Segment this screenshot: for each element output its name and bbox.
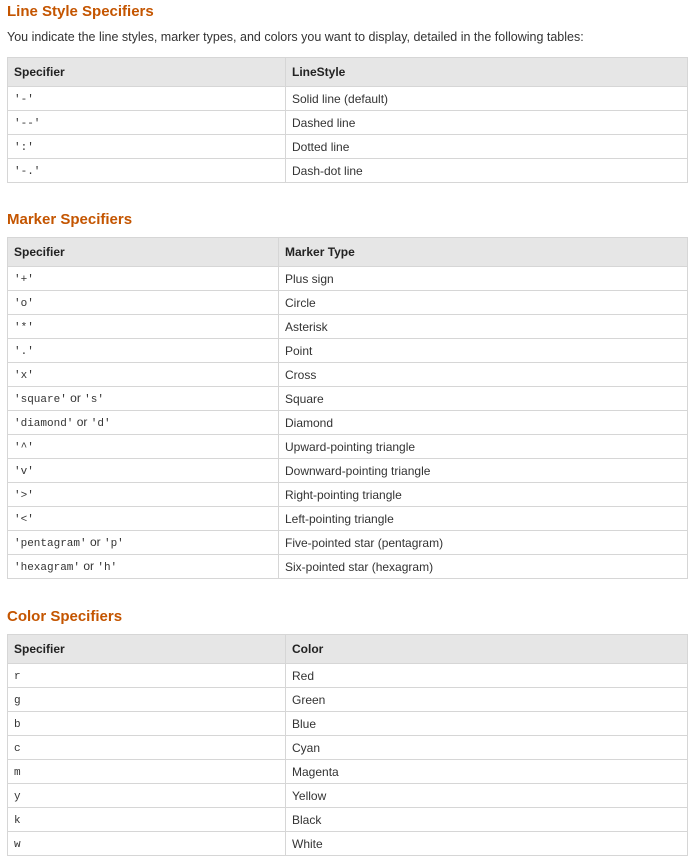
specifier-code: g [14, 695, 21, 707]
description-cell: Five-pointed star (pentagram) [279, 531, 688, 555]
table-row [8, 363, 688, 387]
specifier-cell [8, 315, 279, 339]
specifier-code: w [14, 839, 21, 851]
description-cell: Downward-pointing triangle [279, 459, 688, 483]
specifier-cell [8, 832, 286, 856]
specifier-cell [8, 387, 279, 411]
description-cell: Yellow [286, 784, 688, 808]
line-style-heading: Line Style Specifiers [7, 3, 154, 20]
table-row [8, 111, 688, 135]
specifier-code: '+' [14, 274, 34, 286]
specifier-cell [8, 411, 279, 435]
specifier-cell [8, 555, 279, 579]
specifier-cell [8, 784, 286, 808]
description-cell: Point [279, 339, 688, 363]
specifier-code: b [14, 719, 21, 731]
specifier-code-alt: 'h' [97, 562, 118, 574]
table-header-row [8, 58, 688, 87]
column-header: Specifier [8, 238, 279, 267]
table-row [8, 435, 688, 459]
description-cell: Upward-pointing triangle [279, 435, 688, 459]
specifier-code: c [14, 743, 21, 755]
specifier-cell [8, 435, 279, 459]
specifier-cell [8, 760, 286, 784]
description-cell: Asterisk [279, 315, 688, 339]
specifier-cell [8, 507, 279, 531]
specifier-code: 'v' [14, 466, 34, 478]
specifier-cell [8, 159, 286, 183]
table-row [8, 784, 688, 808]
table-row [8, 315, 688, 339]
table-row [8, 712, 688, 736]
table-row [8, 736, 688, 760]
description-cell: Black [286, 808, 688, 832]
specifier-code: '>' [14, 490, 34, 502]
specifier-cell [8, 483, 279, 507]
specifier-cell [8, 291, 279, 315]
specifier-code: '.' [14, 346, 34, 358]
description-cell: Diamond [279, 411, 688, 435]
table-header-row [8, 635, 688, 664]
table-row [8, 291, 688, 315]
specifier-code: k [14, 815, 21, 827]
specifier-cell [8, 459, 279, 483]
specifier-code: 'x' [14, 370, 34, 382]
description-cell: Square [279, 387, 688, 411]
column-header: Color [286, 635, 688, 664]
specifier-code: '-.' [14, 166, 41, 178]
description-cell: Right-pointing triangle [279, 483, 688, 507]
specifier-cell [8, 135, 286, 159]
description-cell: Dotted line [286, 135, 688, 159]
specifier-code-alt: 's' [84, 394, 104, 406]
table-header-row [8, 238, 688, 267]
marker-table [7, 237, 688, 579]
table-row [8, 159, 688, 183]
description-cell: Six-pointed star (hexagram) [279, 555, 688, 579]
table-row [8, 507, 688, 531]
table-row [8, 459, 688, 483]
specifier-code: 'o' [14, 298, 34, 310]
description-cell: Dash-dot line [286, 159, 688, 183]
specifier-or: or [66, 391, 85, 405]
marker-heading: Marker Specifiers [7, 211, 133, 228]
table-row [8, 267, 688, 291]
column-header: Specifier [8, 635, 286, 664]
description-cell: Magenta [286, 760, 688, 784]
description-cell: Cyan [286, 736, 688, 760]
table-row [8, 135, 688, 159]
table-row [8, 808, 688, 832]
specifier-code: ':' [14, 142, 34, 154]
table-row [8, 387, 688, 411]
specifier-code: '-' [14, 94, 34, 106]
specifier-cell [8, 712, 286, 736]
description-cell: Green [286, 688, 688, 712]
table-row [8, 555, 688, 579]
specifier-cell [8, 531, 279, 555]
column-header: Marker Type [279, 238, 688, 267]
table-row [8, 688, 688, 712]
table-row [8, 411, 688, 435]
specifier-code: '--' [14, 118, 41, 130]
specifier-code: r [14, 671, 21, 683]
description-cell: White [286, 832, 688, 856]
color-table [7, 634, 688, 856]
specifier-cell [8, 808, 286, 832]
specifier-code-alt: 'p' [103, 538, 124, 550]
table-row [8, 531, 688, 555]
specifier-cell [8, 339, 279, 363]
specifier-or: or [86, 535, 104, 549]
specifier-code: 'diamond' [14, 418, 74, 430]
specifier-code: 'hexagram' [14, 562, 81, 574]
table-row [8, 87, 688, 111]
line-style-table [7, 57, 688, 183]
specifier-cell [8, 267, 279, 291]
specifier-cell [8, 87, 286, 111]
table-row [8, 760, 688, 784]
table-row [8, 483, 688, 507]
intro-text: You indicate the line styles, marker types, and colors you want to display, detailed in the following tables: [7, 30, 584, 44]
description-cell: Solid line (default) [286, 87, 688, 111]
description-cell: Blue [286, 712, 688, 736]
specifier-code: '*' [14, 322, 34, 334]
description-cell: Dashed line [286, 111, 688, 135]
specifier-or: or [80, 559, 98, 573]
specifier-code: '^' [14, 442, 34, 454]
specifier-cell [8, 736, 286, 760]
column-header: LineStyle [286, 58, 688, 87]
table-row [8, 664, 688, 688]
specifier-code: m [14, 767, 21, 779]
specifier-code: 'square' [14, 394, 67, 406]
specifier-or: or [73, 415, 91, 429]
description-cell: Left-pointing triangle [279, 507, 688, 531]
description-cell: Circle [279, 291, 688, 315]
specifier-code-alt: 'd' [90, 418, 111, 430]
specifier-code: y [14, 791, 21, 803]
specifier-code: 'pentagram' [14, 538, 87, 550]
color-heading: Color Specifiers [7, 608, 123, 625]
description-cell: Plus sign [279, 267, 688, 291]
description-cell: Red [286, 664, 688, 688]
table-row [8, 339, 688, 363]
column-header: Specifier [8, 58, 286, 87]
specifier-cell [8, 664, 286, 688]
specifier-cell [8, 363, 279, 387]
specifier-cell [8, 111, 286, 135]
specifier-code: '<' [14, 514, 34, 526]
specifier-cell [8, 688, 286, 712]
table-row [8, 832, 688, 856]
description-cell: Cross [279, 363, 688, 387]
